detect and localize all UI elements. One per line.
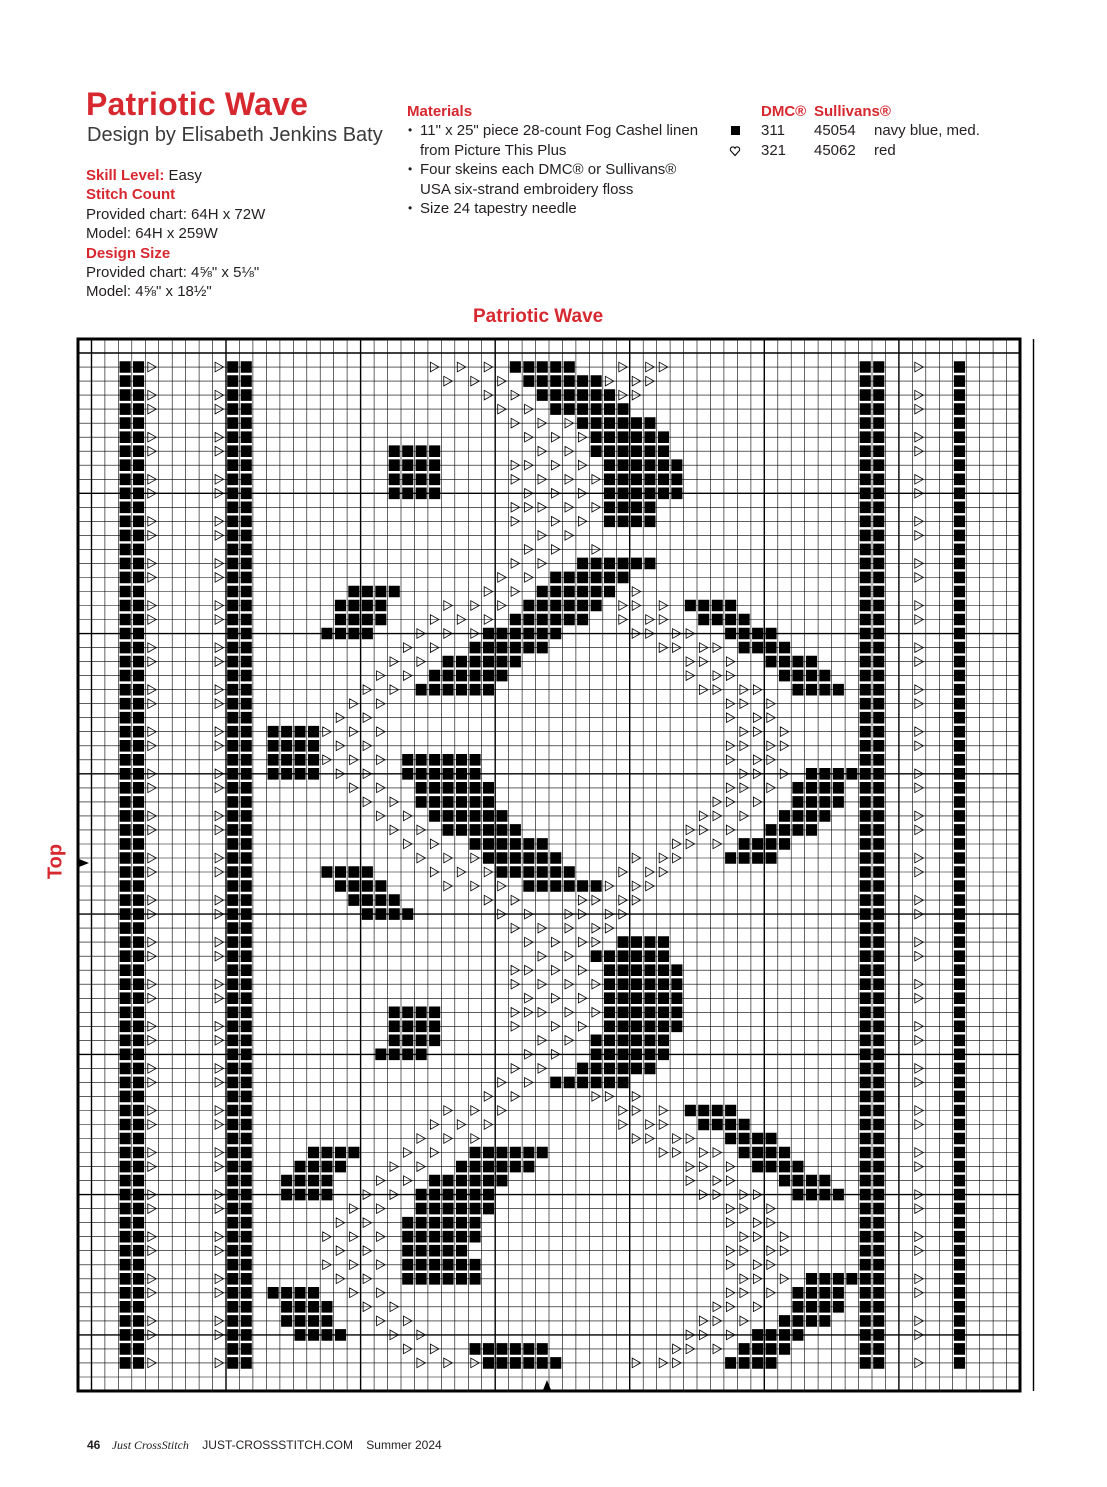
list-item: • 11" x 25" piece 28-count Fog Cashel linen from Picture This Plus: [407, 121, 700, 160]
navy-stitch-cells: [120, 361, 965, 1368]
dmc-number: 311: [761, 122, 785, 139]
website: JUST-CROSSSTITCH.COM: [202, 1438, 353, 1452]
chart-title: Patriotic Wave: [473, 306, 604, 327]
materials-heading: Materials: [407, 103, 473, 120]
skill-level-value: Easy: [168, 167, 202, 184]
sullivans-heading: Sullivans®: [814, 103, 891, 120]
stitch-count-provided: Provided chart: 64H x 72W: [86, 205, 266, 223]
stitch-count-label: Stitch Count: [86, 186, 176, 204]
design-size-label: Design Size: [86, 244, 171, 262]
design-size-model: Model: 4⅝" x 18½": [86, 283, 212, 301]
top-orientation-label: Top: [44, 843, 67, 880]
page-number: 46: [87, 1438, 101, 1452]
issue-date: Summer 2024: [366, 1438, 442, 1452]
color-name: navy blue, med.: [874, 122, 980, 139]
dmc-number: 321: [761, 142, 787, 159]
color-name: red: [874, 142, 896, 159]
sullivans-number: 45054: [814, 122, 856, 139]
chart-major-grid-lines: [78, 339, 1034, 1391]
page-footer: [87, 1438, 442, 1453]
design-size-provided: Provided chart: 4⅝" x 5⅛": [86, 264, 260, 282]
designer-byline: Design by Elisabeth Jenkins Baty: [87, 124, 383, 146]
skill-level-label: Skill Level:: [86, 167, 165, 184]
stitch-count-model: Model: 64H x 259W: [86, 225, 218, 243]
design-title: Patriotic Wave: [86, 86, 309, 122]
center-arrow-left-icon: [79, 859, 89, 867]
magazine-brand: Just CrossStitch: [111, 1438, 189, 1452]
sullivans-number: 45062: [814, 142, 856, 159]
center-arrow-bottom-icon: [543, 1380, 551, 1390]
dmc-heading: DMC®: [761, 103, 807, 120]
list-item: • Four skeins each DMC® or Sullivans® USA six-strand embroidery floss: [407, 160, 700, 199]
list-item: • Size 24 tapestry needle: [407, 199, 700, 218]
